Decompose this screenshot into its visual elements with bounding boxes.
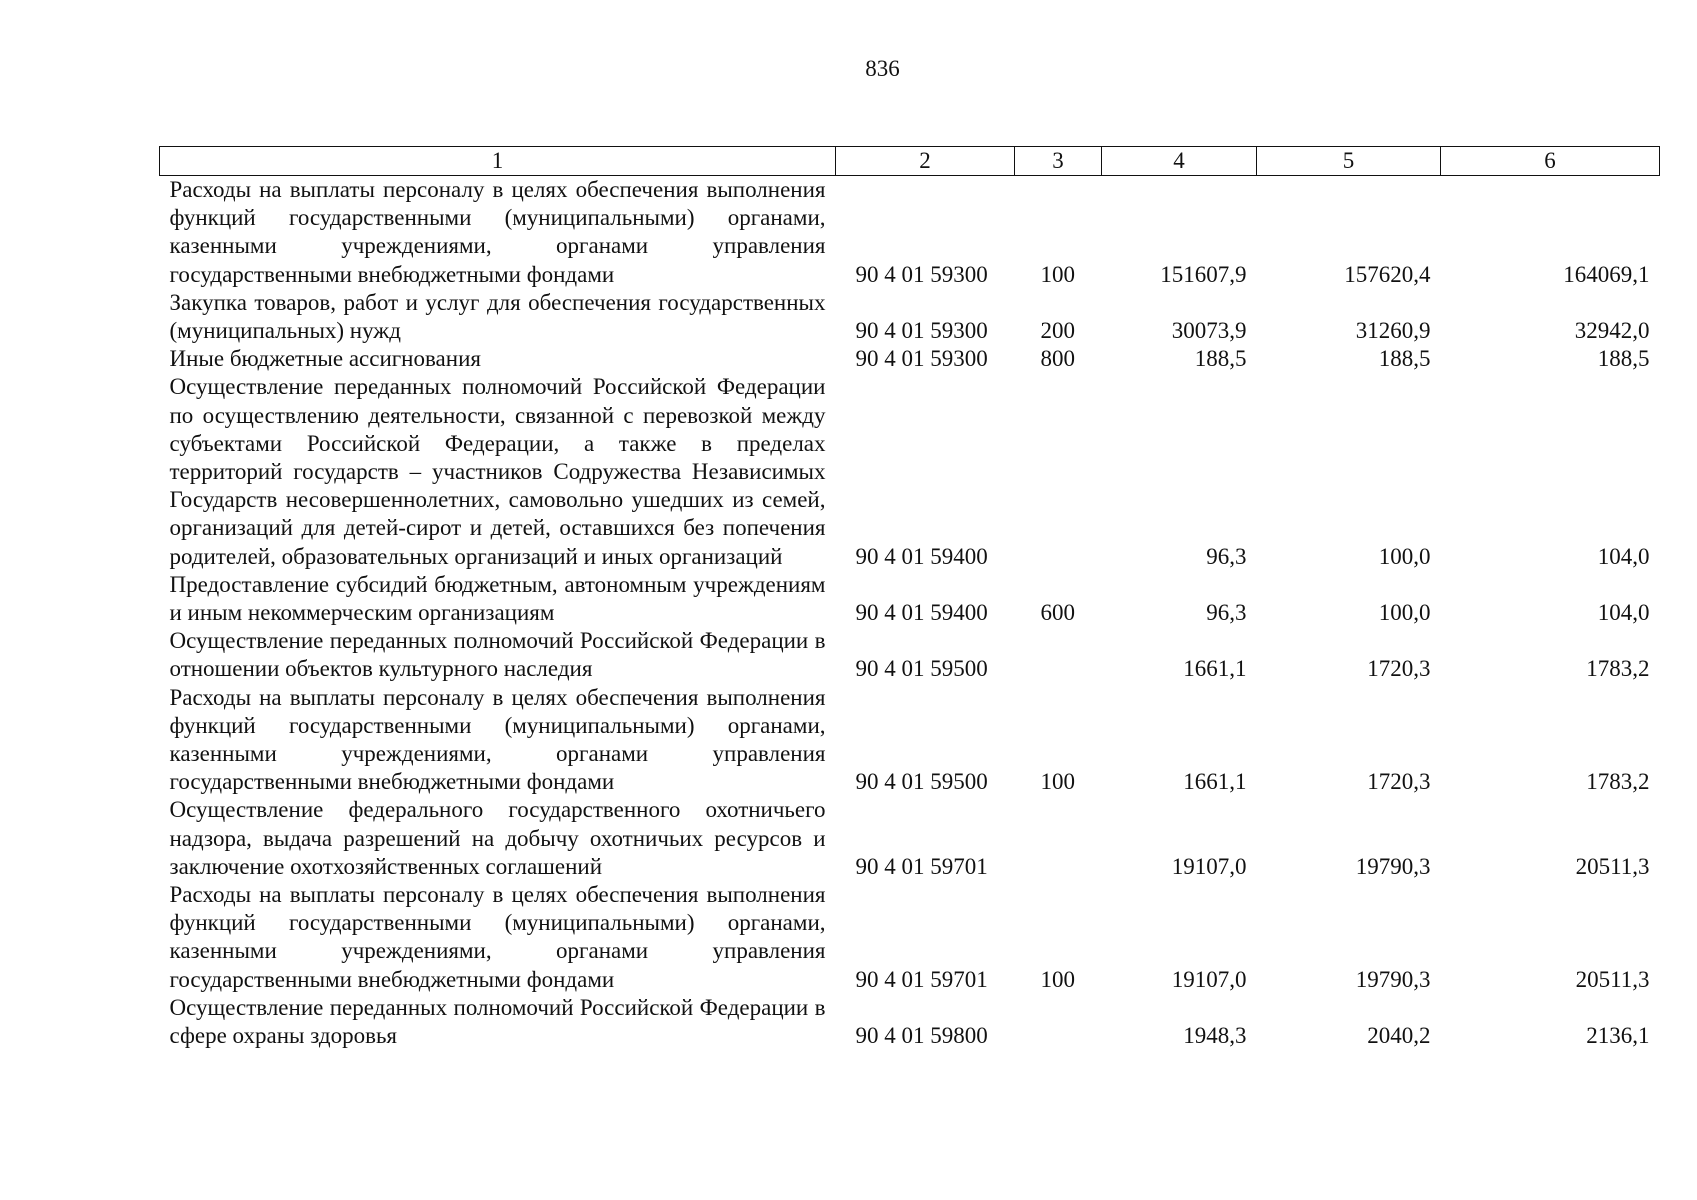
expense-type-cell: [1015, 994, 1102, 1050]
table-body: [160, 176, 1660, 1051]
expense-type-cell: [1015, 796, 1102, 881]
expense-type-cell: 200: [1040, 318, 1075, 344]
value-col6-cell: 188,5: [1597, 346, 1650, 372]
value-col6-cell: 104,0: [1597, 543, 1650, 569]
table-row: [160, 571, 1660, 627]
value-col5-cell: 1720,3: [1367, 656, 1431, 682]
value-col4-cell: 96,3: [1206, 543, 1247, 569]
value-col6-cell: 1783,2: [1586, 769, 1650, 795]
code-cell: 90 4 01 59500: [855, 769, 988, 795]
expense-type-cell: [1015, 373, 1102, 570]
value-col4-cell: 151607,9: [1160, 261, 1247, 287]
expense-type-cell: 100: [1040, 769, 1075, 795]
column-header-1: 1: [160, 147, 836, 176]
value-col5-cell: 2040,2: [1367, 1023, 1431, 1049]
table-header: [160, 147, 1660, 176]
description-cell: Осуществление переданных полномочий Российской Федерации в отношении объектов культурного наследия: [169, 628, 826, 682]
table-row: [160, 684, 1660, 797]
value-col6-cell: 32942,0: [1574, 318, 1650, 344]
value-col4-cell: 1948,3: [1183, 1023, 1247, 1049]
code-cell: 90 4 01 59701: [855, 853, 988, 879]
expense-type-cell: 800: [1040, 346, 1075, 372]
code-cell: 90 4 01 59400: [855, 543, 988, 569]
expense-type-cell: 600: [1040, 600, 1075, 626]
value-col6-cell: 104,0: [1597, 600, 1650, 626]
value-col5-cell: 1720,3: [1367, 769, 1431, 795]
table-row: [160, 289, 1660, 345]
budget-table: [159, 146, 1660, 1050]
table-row: [160, 796, 1660, 881]
value-col6-cell: 20511,3: [1575, 966, 1650, 992]
table-row: [160, 345, 1660, 373]
value-col6-cell: 20511,3: [1575, 853, 1650, 879]
value-col5-cell: 157620,4: [1344, 261, 1431, 287]
column-header-6: 6: [1441, 147, 1660, 176]
table-row: [160, 994, 1660, 1050]
value-col5-cell: 31260,9: [1355, 318, 1431, 344]
column-header-2: 2: [836, 147, 1015, 176]
value-col6-cell: 1783,2: [1586, 656, 1650, 682]
column-header-4: 4: [1102, 147, 1257, 176]
description-cell: Расходы на выплаты персоналу в целях обеспечения выполнения функций государственными (муниципальными) органами, казенными учреждениями, органами управления государственными внебюджетными фондами: [169, 177, 826, 287]
value-col4-cell: 19107,0: [1171, 853, 1247, 879]
value-col4-cell: 30073,9: [1171, 318, 1247, 344]
description-cell: Расходы на выплаты персоналу в целях обеспечения выполнения функций государственными (муниципальными) органами, казенными учреждениями, органами управления государственными внебюджетными фондами: [169, 882, 826, 992]
description-cell: Расходы на выплаты персоналу в целях обеспечения выполнения функций государственными (муниципальными) органами, казенными учреждениями, органами управления государственными внебюджетными фондами: [169, 684, 826, 795]
expense-type-cell: 100: [1040, 261, 1075, 287]
value-col5-cell: 19790,3: [1355, 966, 1431, 992]
value-col6-cell: 164069,1: [1563, 261, 1650, 287]
table-row: [160, 627, 1660, 683]
description-cell: Осуществление переданных полномочий Российской Федерации в сфере охраны здоровья: [169, 994, 826, 1049]
value-col5-cell: 100,0: [1378, 543, 1431, 569]
table-row: [160, 176, 1660, 289]
code-cell: 90 4 01 59500: [855, 656, 988, 682]
table-row: [160, 881, 1660, 994]
description-cell: Предоставление субсидий бюджетным, автономным учреждениям и иным некоммерческим организациям: [169, 571, 826, 626]
code-cell: 90 4 01 59300: [855, 318, 988, 344]
code-cell: 90 4 01 59300: [855, 261, 988, 287]
value-col4-cell: 1661,1: [1183, 769, 1247, 795]
value-col4-cell: 19107,0: [1171, 966, 1247, 992]
value-col4-cell: 1661,1: [1183, 656, 1247, 682]
description-cell: Закупка товаров, работ и услуг для обеспечения государственных (муниципальных) нужд: [169, 289, 826, 344]
value-col5-cell: 19790,3: [1355, 853, 1431, 879]
value-col5-cell: 100,0: [1378, 600, 1431, 626]
description-cell: Осуществление переданных полномочий Российской Федерации по осуществлению деятельности, связанной с перевозкой между субъектами Российской Федерации, а также в пределах территорий государств – участников Содружества Независимых Государств несовершеннолетних, самовольно ушедших из семей, организаций для детей-сирот и детей, оставшихся без попечения родителей, образовательных организаций и иных организаций: [169, 374, 826, 569]
expense-type-cell: 100: [1040, 966, 1075, 992]
code-cell: 90 4 01 59800: [855, 1023, 988, 1049]
header-row: [160, 147, 1660, 176]
column-header-3: 3: [1015, 147, 1102, 176]
code-cell: 90 4 01 59300: [855, 346, 988, 372]
page-number: 836: [865, 56, 900, 81]
value-col4-cell: 96,3: [1206, 600, 1247, 626]
code-cell: 90 4 01 59701: [855, 966, 988, 992]
code-cell: 90 4 01 59400: [855, 600, 988, 626]
table-row: [160, 373, 1660, 570]
description-cell: Иные бюджетные ассигнования: [169, 346, 481, 372]
description-cell: Осуществление федерального государственного охотничьего надзора, выдача разрешений на добычу охотничьих ресурсов и заключение охотхозяйственных соглашений: [169, 797, 826, 879]
value-col4-cell: 188,5: [1194, 346, 1247, 372]
value-col5-cell: 188,5: [1378, 346, 1431, 372]
column-header-5: 5: [1257, 147, 1441, 176]
value-col6-cell: 2136,1: [1586, 1023, 1650, 1049]
expense-type-cell: [1015, 627, 1102, 683]
